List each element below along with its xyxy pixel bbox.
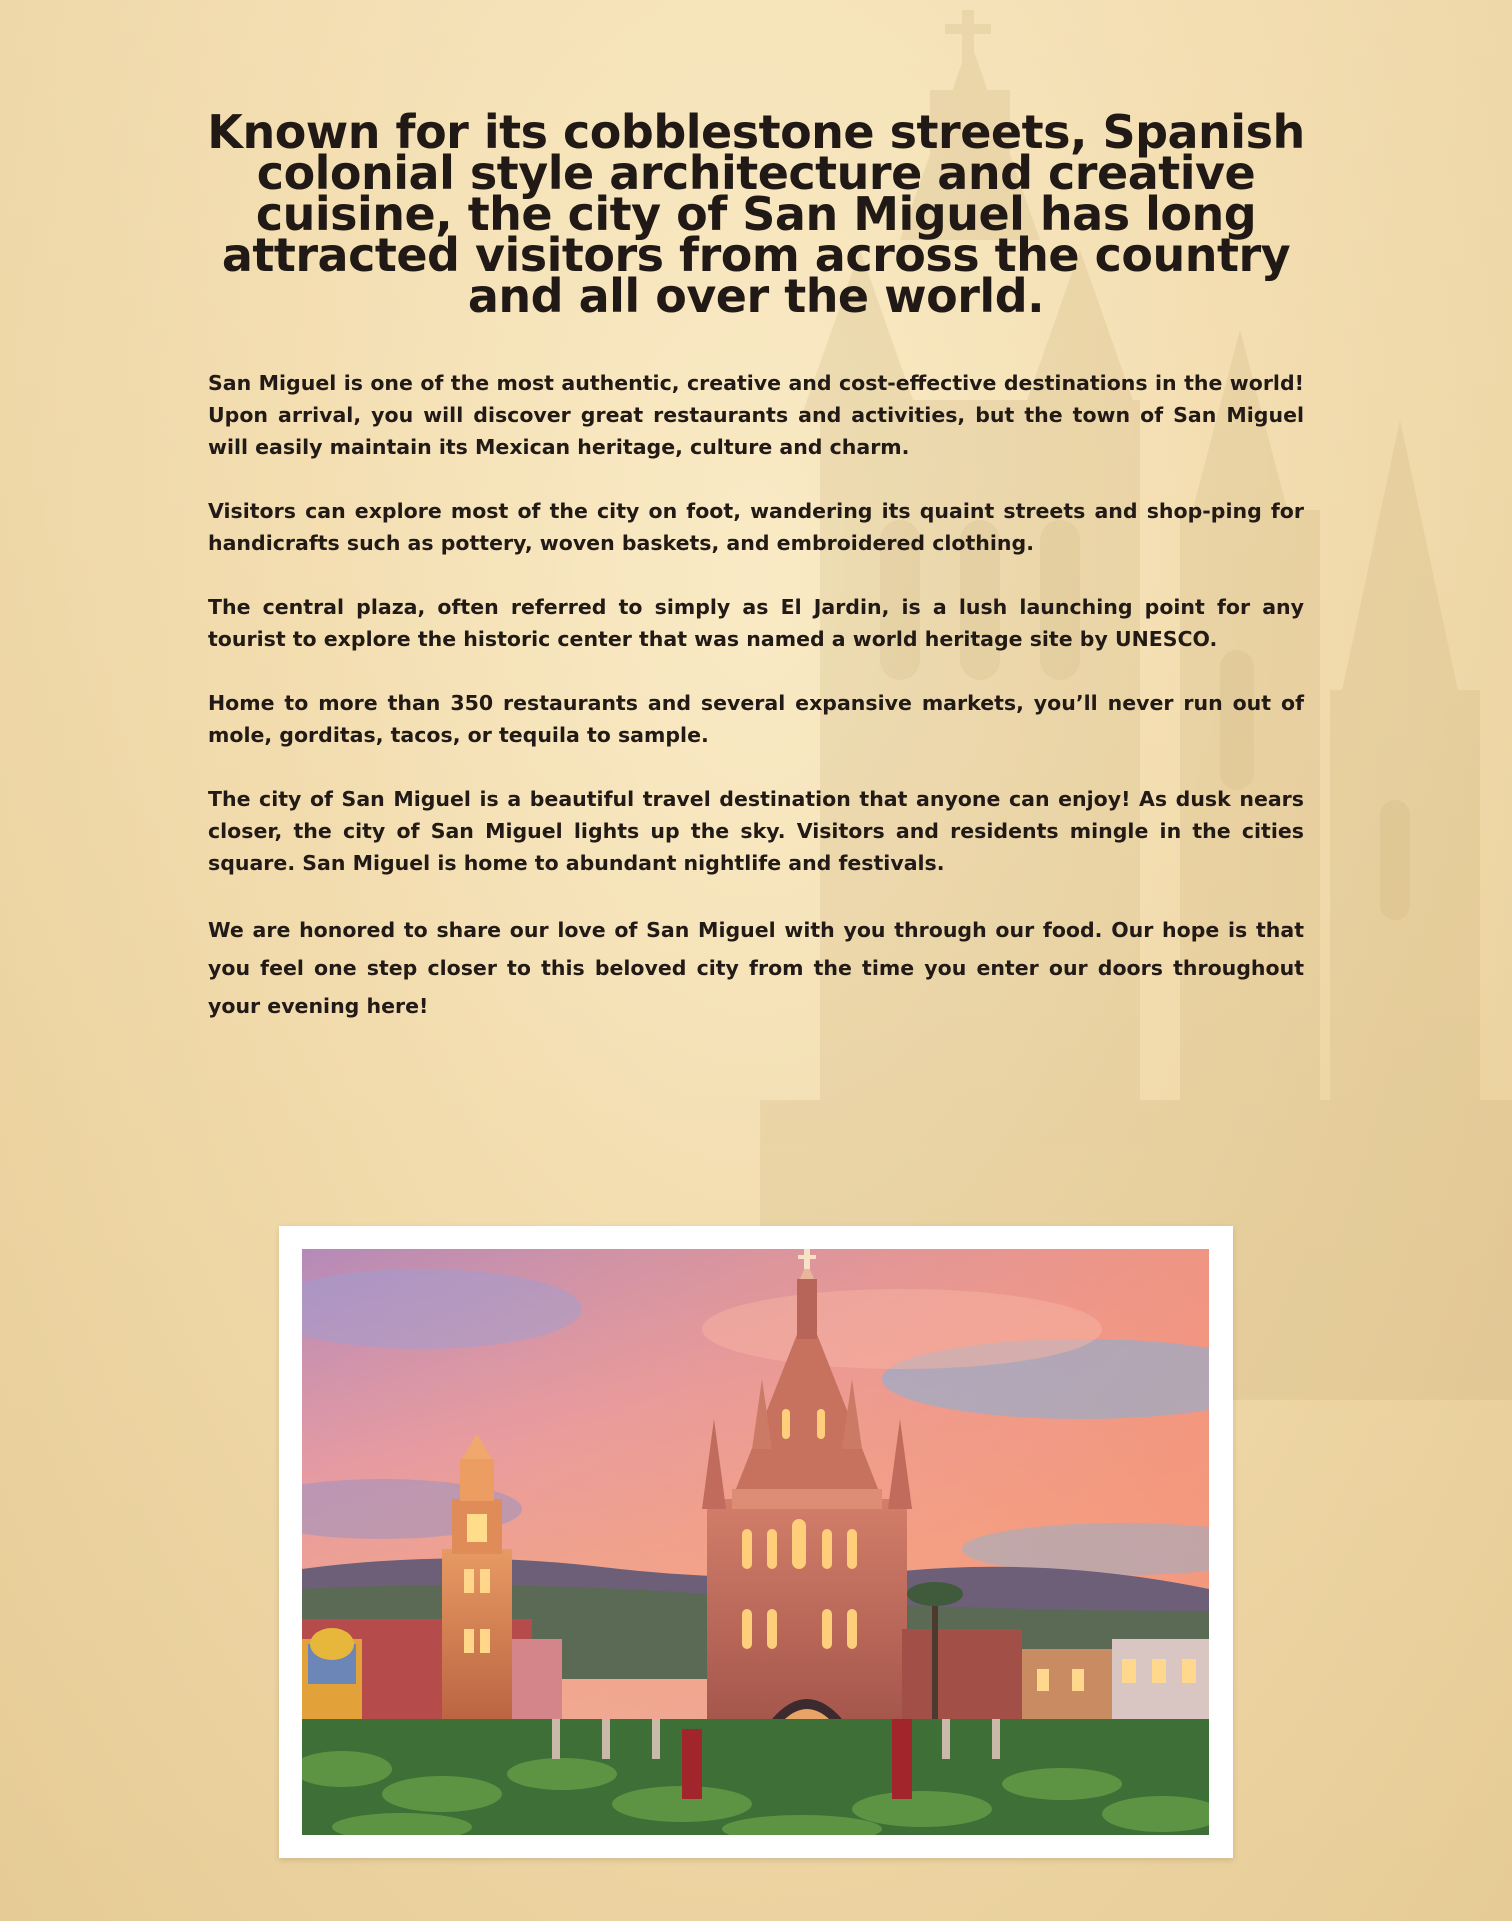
body-copy	[208, 367, 1304, 1057]
paragraph-central-plaza: The central plaza, often referred to simply as El Jardin, is a lush launching point for any tourist to explore the historic center that was named a world heritage site by UNESCO.	[208, 595, 1304, 651]
paragraph-nightlife: The city of San Miguel is a beautiful travel destination that anyone can enjoy! As dusk nears closer, the city of San Miguel lights up the sky. Visitors and residents mingle in the cities square. San Miguel is home to abundant nightlife and festivals.	[208, 787, 1304, 875]
cathedral-photo	[302, 1249, 1209, 1835]
paragraph-explore-on-foot: Visitors can explore most of the city on foot, wandering its quaint streets and shop-ping for handicrafts such as pottery, woven baskets, and embroidered clothing.	[208, 499, 1304, 555]
paragraph-closing: We are honored to share our love of San Miguel with you through our food. Our hope is that you feel one step closer to this beloved city from the time you enter our doors throughout your evening here!	[208, 918, 1304, 1018]
photo-frame	[279, 1226, 1233, 1858]
cathedral-illustration	[302, 1249, 1209, 1835]
paragraph-restaurants: Home to more than 350 restaurants and several expansive markets, you’ll never run out of mole, gorditas, tacos, or tequila to sample.	[208, 691, 1304, 747]
page-headline: Known for its cobblestone streets, Spanish colonial style architecture and creative cuisine, the city of San Miguel has long attracted visitors from across the country and all over the world.	[207, 105, 1305, 323]
paragraph-authentic-destination: San Miguel is one of the most authentic, creative and cost-effective destinations in the world! Upon arrival, you will discover great restaurants and activities, but the town of San Miguel will easily maintain its Mexican heritage, culture and charm.	[208, 371, 1304, 459]
